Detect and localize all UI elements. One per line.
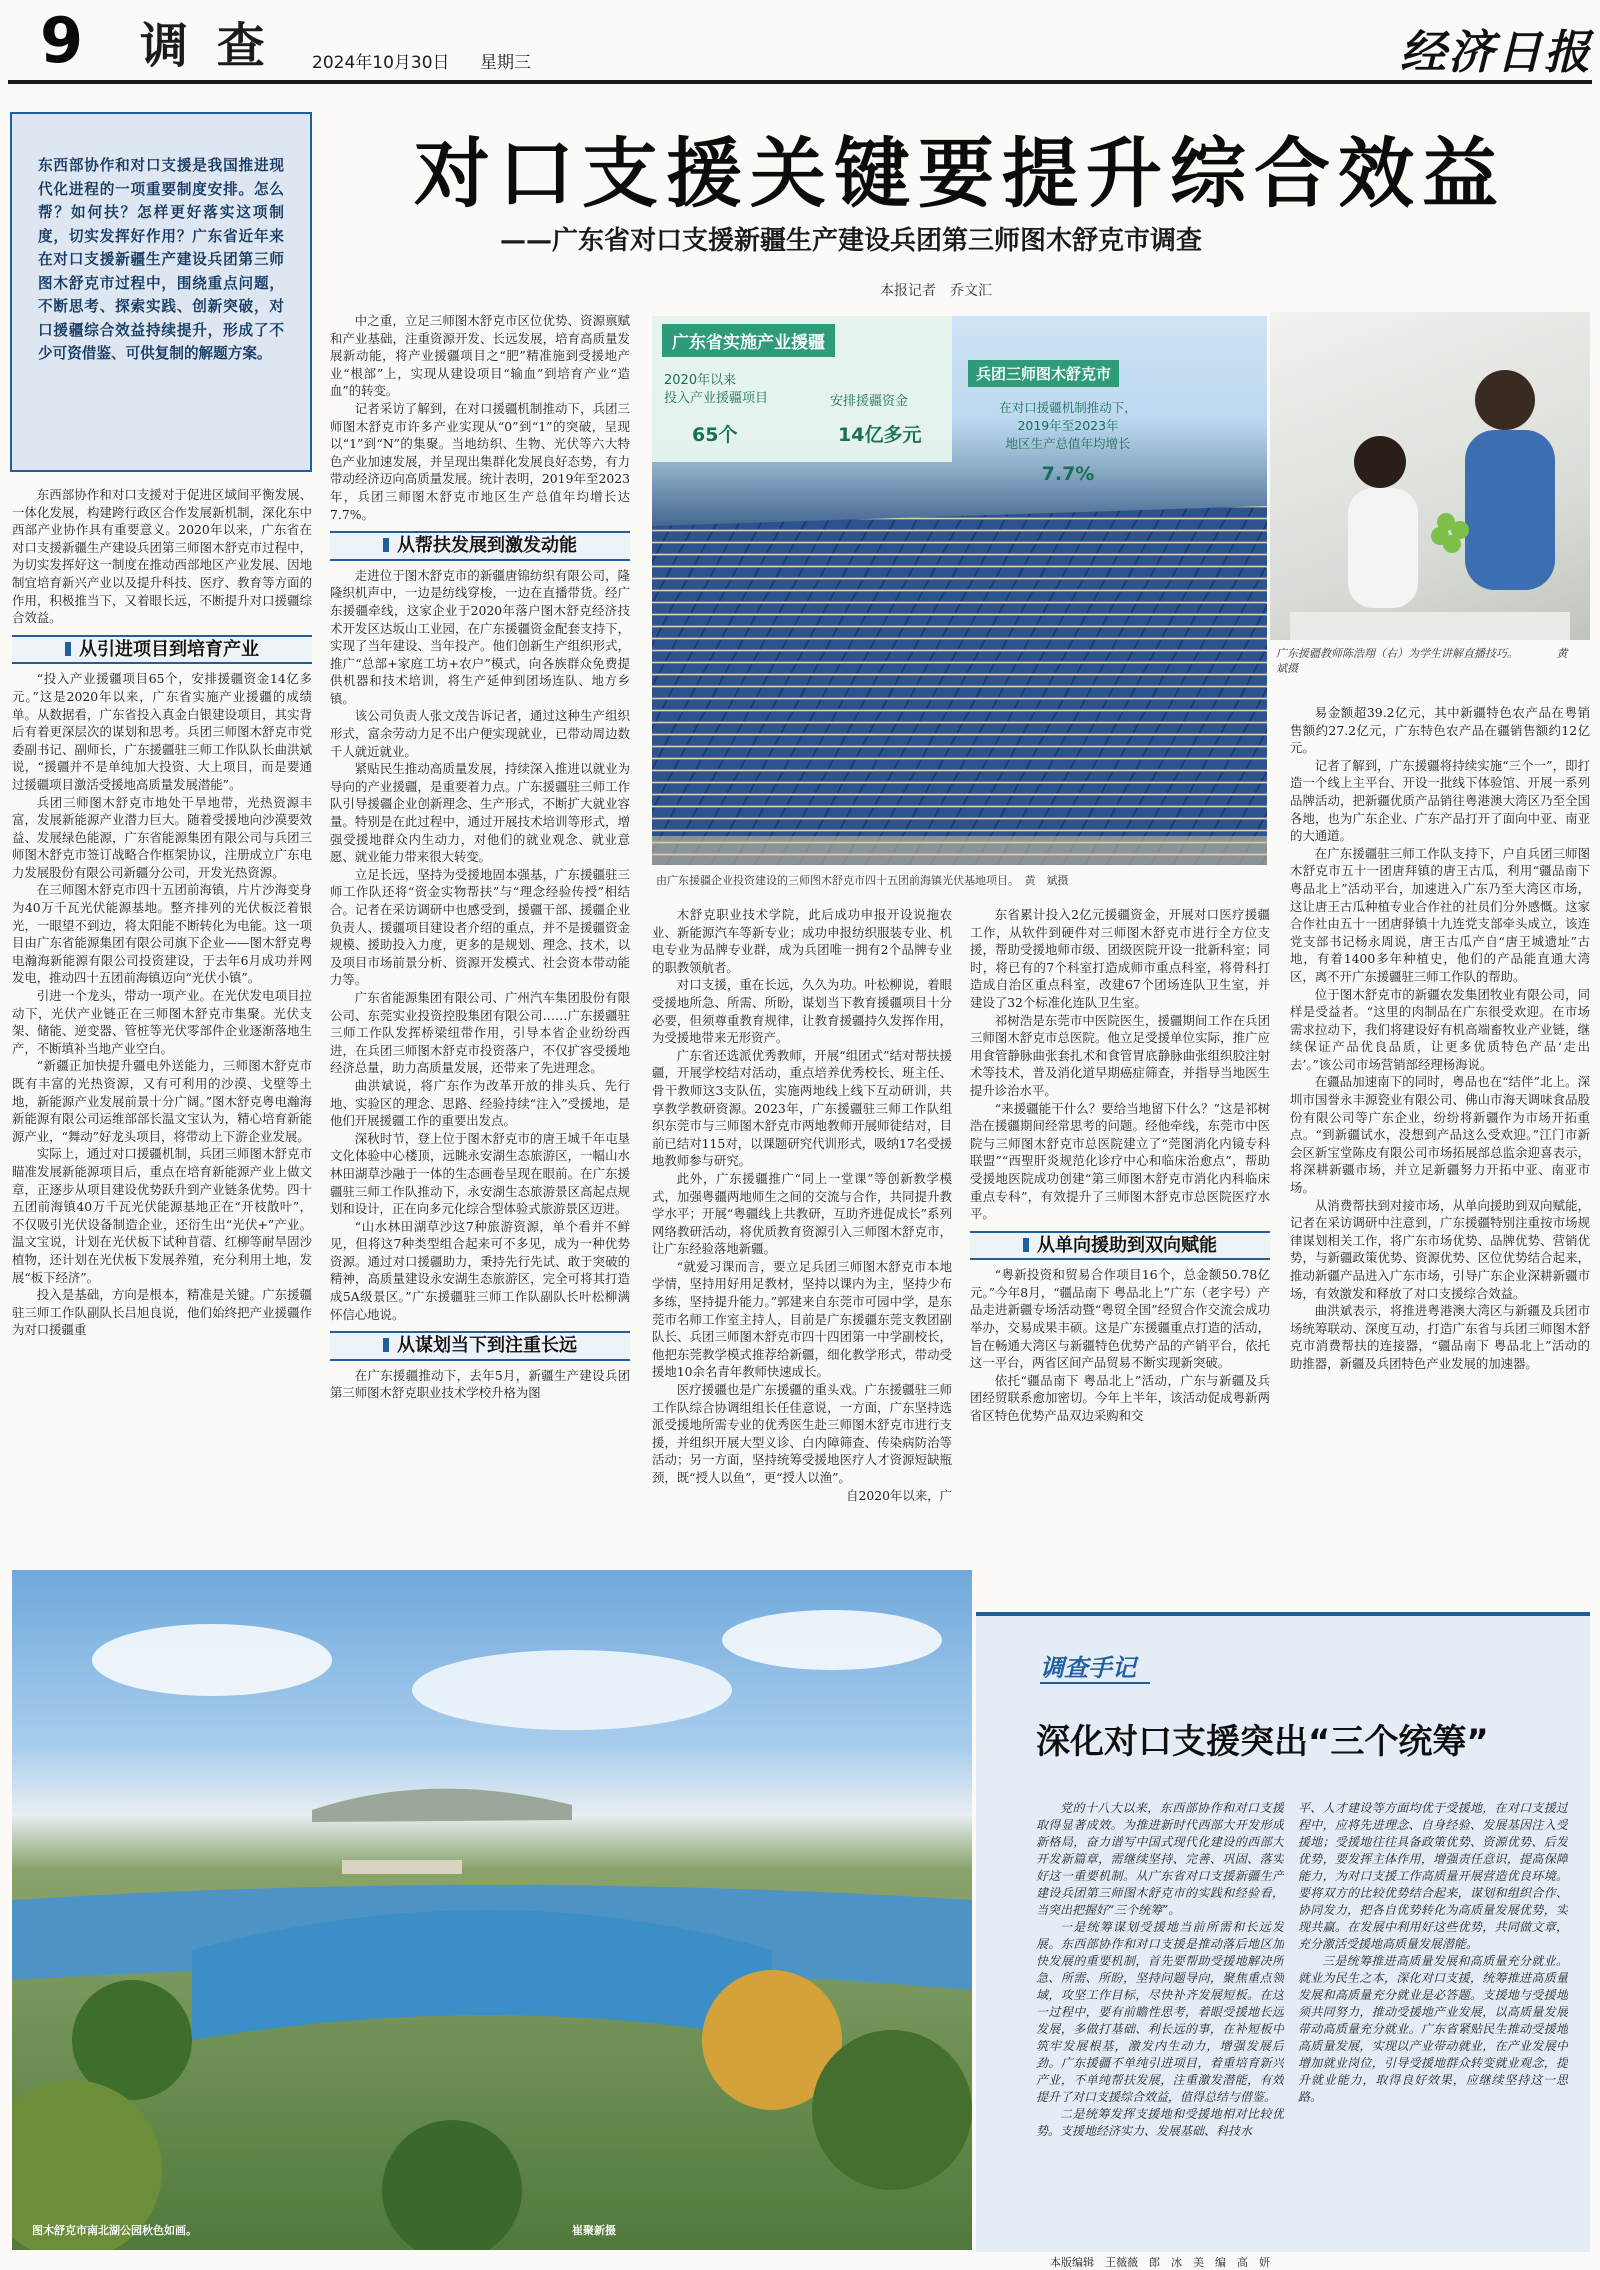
commentary-tag-rule [1040,1682,1150,1684]
issue-date: 2024年10月30日 [312,53,450,73]
issue-weekday: 星期三 [480,53,531,73]
paragraph: “就爱习课而言，要立足兵团三师图木舒克市本地学情，坚持用好用足教材，坚持以课内为主，坚持少布多练，坚持提升能力。”郭建来自东莞市可园中学，是东莞市名师工作室主持人，目前是广东援疆东莞支教团副队长、兵团三师图木舒克市四十四团第一中学副校长，他把东莞教学模式推荐给新疆，细化教学形式，带动受援地10余名青年教师快速成长。 [652,1258,952,1380]
commentary-col-2 [1298,1800,1568,2240]
paragraph: 深秋时节，登上位于图木舒克市的唐王城千年屯垦文化体验中心楼顶，远眺永安湖生态旅游区，一幅山水林田湖草沙融于一体的生态画卷呈现在眼前。在广东援疆驻三师工作队推动下，永安湖生态旅游景区高起点规划和设计，正在向多元化综合型体验式旅游景区迈进。 [330,1130,630,1217]
paragraph: 引进一个龙头，带动一项产业。在光伏发电项目拉动下，光伏产业链正在三师图木舒克市集聚。光伏支架、储能、逆变器、管桩等光伏零部件企业逐渐落地生产，不断填补当地产业空白。 [12,988,312,1056]
solar-photo [652,316,1267,892]
infographic-value: 7.7% [1041,463,1095,485]
solar-photo-caption: 由广东援疆企业投资建设的三师图木舒克市四十五团前海镇光伏基地项目。 黄 斌摄 [652,865,1267,892]
paragraph: “新疆正加快提升疆电外送能力，三师图木舒克市既有丰富的光热资源，又有可利用的沙漠、戈壁等土地，新能源产业发展前景十分广阔。”图木舒克粤电瀚海新能源有限公司运维部部长温文宝认为，精心培育新能源产业，“舞动”好龙头项目，将带动上下游企业发展。 [12,1058,312,1144]
paragraph: 一是统筹谋划受援地当前所需和长远发展。东西部协作和对口支援是推动落后地区加快发展的重要机制，首先要帮助受援地解决所急、所需、所盼，坚持问题导向，聚焦重点领域，攻坚工作目标，尽快补齐发展短板。在这一过程中，要有前瞻性思考，着眼受援地长远发展，多做打基础、利长远的事，在补短板中筑牢发展根基，激发内生动力，增强发展后劲。广东援疆不单纯引进项目，着重培育新兴产业，不单纯帮扶发展，注重激发潜能，有效提升了对口支援综合效益，值得总结与借鉴。 [1036,1920,1284,2104]
teacher-illustration [1270,312,1590,692]
paragraph: 自2020年以来，广 [846,1487,952,1503]
commentary-box [976,1612,1590,2252]
infographic-label: 2020年以来 投入产业援疆项目 [664,373,769,406]
teacher-photo [1270,312,1590,692]
paragraph: “来援疆能干什么？要给当地留下什么？”这是祁树浩在援疆期间经常思考的问题。经他牵线，东莞市中医院与三师图木舒克市总医院建立了“莞图消化内镜专科联盟”“西聖肝炎规范化诊疗中心和临床治愈点”，帮助受援地医院成功创建“第三师图木舒克市消化内科临床重点专科”，有效提升了三师图木舒克市总医院医疗水平。 [970,1100,1270,1222]
header-rule [8,80,1592,84]
paragraph: 兵团三师图木舒克市地处干旱地带，光热资源丰富，发展新能源产业潜力巨大。随着受援地向沙漠要效益、发展绿色能源，广东省能源集团有限公司与兵团三师图木舒克市签订战略合作框架协议，注册成立广东电力发展股份有限公司新疆分公司，开发光热资源。 [12,794,312,880]
paragraph: 记者采访了解到，在对口援疆机制推动下，兵团三师图木舒克市许多产业实现从“0”到“1”的突破，呈现以“1”到“N”的集聚。当地纺织、生物、光伏等六大特色产业加速发展，并呈现出集群化发展良好态势，有力带动经济迈向高质量发展。统计表明，2019年至2023年，兵团三师图木舒克市地区生产总值年均增长达7.7%。 [330,400,630,522]
paragraph: 祁树浩是东莞市中医院医生，援疆期间工作在兵团三师图木舒克市总医院。他立足受援单位实际，推广应用食管静脉曲张套扎术和食管胃底静脉曲张组织胶注射术等技术，普及消化道早期癌症筛查，并指导当地医生提升诊治水平。 [970,1012,1270,1098]
commentary-col-1 [1036,1800,1284,2240]
paragraph: 二是统筹发挥支援地和受援地相对比较优势。支援地经济实力、发展基础、科技水 [1036,2107,1284,2138]
paragraph: 东西部协作和对口支援对于促进区域间平衡发展、一体化发展，构建跨行政区合作发展新机制，深化东中西部产业协作具有重要意义。2020年以来，广东省在对口支援新疆生产建设兵团第三师图木舒克市过程中，为切实发挥好这一制度在推动西部地区产业发展、因地制宜培育新兴产业以及提升科技、医疗、教育等方面的作用，积极推当下，又着眼长远，不断提升对口援疆综合效益。 [12,487,312,626]
paragraph: 东省累计投入2亿元援疆资金，开展对口医疗援疆工作，从软件到硬件对三师图木舒克市进行全方位支援，帮助受援地师市级、团级医院开设一批新科室；同时，将已有的7个科室打造成师市重点科室，将骨科打造成自治区重点科室，改建67个团场连队卫生室，并建设了32个标准化连队卫生室。 [970,907,1270,1010]
paragraph: 在广东援疆推动下，去年5月，新疆生产建设兵团第三师图木舒克职业技术学校升格为图 [330,1367,630,1401]
byline: 本报记者 乔文汇 [880,283,992,299]
infographic-value: 65个 [692,424,738,446]
paragraph: 立足长远，坚持为受援地固本强基，广东援疆驻三师工作队还将“资金实物帮扶”与“理念经验传授”相结合。记者在采访调研中也感受到，援疆干部、援疆企业负责人、援疆项目建设者介绍的重点，并不是援疆资金规模、援助投入力度，更多的是规划、理念、技术，以及项目市场前景分析、资源开发模式、社会资本带动能力等。 [330,866,630,988]
section-heading-2: 从帮扶发展到激发动能 [330,531,630,561]
park-illustration [12,1570,972,2250]
column-5 [1290,704,1590,1604]
lead-box [10,112,312,472]
paragraph: “粤新投资和贸易合作项目16个，总金额50.78亿元。”今年8月，“疆品南下 粤品北上”广东（老字号）产品走进新疆专场活动暨“粤贸全国”经贸合作交流会成功举办，交易成果丰硕。这是广东援疆重点打造的活动，旨在畅通大湾区与新疆特色优势产品的产销平台，依托这一平台，两省区间产品贸易不断实现新突破。 [970,1267,1270,1371]
paragraph: 中之重，立足三师图木舒克市区位优势、资源禀赋和产业基础，注重资源开发、长远发展，培育高质量发展新动能，将产业援疆项目之“肥”精准施到受援地产业“根部”上，实现从建设项目“输血”到培育产业“造血”的转变。 [330,313,630,399]
infographic-value: 14亿多元 [838,424,922,446]
headline-subtitle: ——广东省对口支援新疆生产建设兵团第三师图木舒克市调查 [500,226,1203,256]
paragraph: 位于图木舒克市的新疆农发集团牧业有限公司，同样是受益者。“这里的肉制品在广东很受欢迎。在市场需求拉动下，我们将建设好有机高端畜牧业产业链，继续保证产品优良品质，让更多优质特色产品‘走出去’。”该公司市场营销部经理杨海说。 [1290,986,1590,1072]
footer-editors: 本版编辑 王薇薇 郎 冰 美 编 高 妍 [1050,2256,1270,2269]
teacher-photo-caption: 广东援疆教师陈浩翔（右）为学生讲解直播技巧。 黄 斌摄 [1270,640,1590,692]
paragraph: 易金额超39.2亿元，其中新疆特色农产品在粤销售额约27.2亿元，广东特色农产品在疆销售额约12亿元。 [1290,705,1590,756]
infographic-left [652,316,952,462]
column-3 [652,906,952,1552]
paragraph: 木舒克职业技术学院，此后成功申报开设说拖农业、新能源汽车等新专业；成功申报纺织服装专业、机电专业为品牌专业群，成为兵团唯一拥有2个品牌专业的职教领航者。 [652,907,952,975]
paragraph: 在广东援疆驻三师工作队支持下，户自兵团三师图木舒克市五十一团唐拜镇的唐王古瓜，利用“疆品南下 粤品北上”活动平台，加速进入广东乃至大湾区市场，这让唐王古瓜种植专业合作社的社员们分外感慨。这家合作社由五十一团唐驿镇十九连党支部牵头成立，该连党支部书记杨永周说，唐王古瓜产自“唐王城遗址”古地，有着1400多年种植史，他们的产品能直通大湾区，离不开广东援疆驻三师工作队的帮助。 [1290,845,1590,984]
infographic-right-title: 兵团三师图木舒克市 [968,360,1119,387]
infographic-label: 安排援疆资金 [830,394,909,409]
paragraph: 三是统筹推进高质量发展和高质量充分就业。就业为民生之本，深化对口支援，统筹推进高质量发展和高质量充分就业是必答题。支援地与受援地须共同努力，推动受援地产业发展，以高质量发展带动高质量充分就业。广东省紧贴民生推动受援地高质量发展，实现以产业带动就业，在产业发展中增加就业岗位，引导受援地群众转变就业观念，提升就业能力，取得良好效果，应继续坚持这一思路。 [1298,1954,1568,2104]
park-photo-credit: 崔聚新摄 [572,2224,616,2237]
headline-title: 对口支援关键要提升综合效益 [414,129,1506,218]
infographic-right [968,360,1168,500]
paragraph: 投入是基础，方向是根本，精准是关键。广东援疆驻三师工作队副队长吕旭良说，他们始终把产业援疆作为对口援疆重 [12,1287,312,1338]
column-2 [330,312,630,1552]
paragraph: 实际上，通过对口援疆机制，兵团三师图木舒克市瞄准发展新能源项目后，重点在培育新能源产业上做文章，正逐步从项目建设优势跃升到产业链条优势。四十五团前海镇40万千瓦光伏能源基地正在“开枝散叶”，不仅吸引光伏设备制造企业，还衍生出“光伏+”产业。温文宝说，计划在光伏板下试种苜蓿、红柳等耐旱固沙植物，还计划在光伏板下发展养殖，充分利用土地，发展“板下经济”。 [12,1146,312,1285]
masthead-logo: 经济日报 [1400,25,1592,79]
paragraph: 此外，广东援疆推广“同上一堂课”等创新教学模式，加强粤疆两地师生之间的交流与合作，共同提升教学水平；开展“粤疆线上共教研，互助齐进促成长”系列网络教研活动，将优质教育资源引入三师图木舒克市，让广东经验落地新疆。 [652,1170,952,1257]
paragraph: 广东省能源集团有限公司、广州汽车集团股份有限公司、东莞实业投资控股集团有限公司……广东援疆驻三师工作队发挥桥梁纽带作用，引导本省企业纷纷西进，在兵团三师图木舒克市投资落户，不仅扩容受援地经济总量，助力高质量发展，还带来了先进理念。 [330,989,630,1076]
paragraph: 在三师图木舒克市四十五团前海镇，片片沙海变身为40万千瓦光伏能源基地。整齐排列的光伏板泛着银光，一眼望不到边，将太阳能不断转化为电能。这一项目由广东省能源集团有限公司旗下企业——图木舒克粤电瀚海新能源有限公司投资建设，于去年6月成功并网发电，推动四十五团前海镇迈向“光伏小镇”。 [12,882,312,986]
lead-text: 东西部协作和对口支援是我国推进现代化进程的一项重要制度安排。怎么帮？如何扶？怎样更好落实这项制度，切实发挥好作用？广东省近年来在对口支援新疆生产建设兵团第三师图木舒克市过程中，围绕重点问题，不断思考、探索实践、创新突破，对口援疆综合效益持续提升，形成了不少可资借鉴、可供复制的解题方案。 [38,157,284,362]
paragraph: “投入产业援疆项目65个，安排援疆资金14亿多元。”这是2020年以来，广东省实施产业援疆的成绩单。从数据看，广东省投入真金白银建设项目，其实背后有着更深层次的谋划和思考。兵团三师图木舒克市党委副书记、副师长，广东援疆驻三师工作队队长曲洪斌说，“援疆并不是单纯加大投资、大上项目，而是要通过援疆项目激活受援地高质量发展潜能”。 [12,671,312,792]
commentary-title: 深化对口支援突出“三个统筹” [1036,1722,1489,1762]
paragraph: 紧贴民生推动高质量发展，持续深入推进以就业为导向的产业援疆，是重要着力点。广东援疆驻三师工作队引导援疆企业创新理念、生产形式，不断扩大就业容量。特别是在此过程中，通过开展技术培训等形式，增强受援地群众内生动力，对他们的就业观念、就业意愿、就业能力带来很大转变。 [330,761,630,865]
park-photo [12,1570,972,2250]
paragraph: 医疗援疆也是广东援疆的重头戏。广东援疆驻三师工作队综合协调组组长任佳意说，一方面，广东坚持选派受援地所需专业的优秀医生赴三师图木舒克市进行支援，并组织开展大型义诊、白内障筛查、传染病防治等活动；另一方面，坚持统筹受援地医疗人才资源短缺瓶颈，既“授人以鱼”，更“授人以渔”。 [652,1382,952,1485]
paragraph: 记者了解到，广东援疆将持续实施“三个一”，即打造一个线上主平台、开设一批线下体验馆、开展一系列品牌活动，把新疆优质产品销往粤港澳大湾区乃至全国各地，也为广东企业、广东产品打开了面向中亚、南亚的大通道。 [1290,757,1590,844]
park-photo-caption: 图木舒克市南北湖公园秋色如画。 [32,2224,197,2237]
column-1 [12,486,312,1552]
infographic-label: 在对口援疆机制推动下， 2019年至2023年 地区生产总值年均增长 [999,400,1137,451]
paragraph: 对口支援，重在长远，久久为功。叶松柳说，着眼受援地所急、所需、所盼，谋划当下教育援疆项目十分必要，但须尊重教育规律，让教育援疆持久发挥作用，为受援地带来无形资产。 [652,977,952,1046]
section-name: 调 查 [140,18,271,74]
paragraph: 曲洪斌表示，将推进粤港澳大湾区与新疆及兵团市场统筹联动、深度互动，打造广东省与兵团三师图木舒克市消费帮扶的连接器，“疆品南下 粤品北上”活动的助推器，新疆及兵团特色产业发展的加速器。 [1290,1303,1590,1371]
section-heading-1: 从引进项目到培育产业 [12,635,312,665]
section-heading-3: 从谋划当下到注重长远 [330,1331,630,1361]
paragraph: 走进位于图木舒克市的新疆唐锦纺织有限公司，隆隆织机声中，一边是纺线穿梭，一边在直播带货。经广东援疆牵线，这家企业于2020年落户图木舒克经济技术开发区达坂山工业园，在广东援疆资金配套支持下，实现了当年建设、当年投产。他们创新生产组织形式，推广“总部+家庭工坊+农户”模式，向各族群众免费提供机器和技术培训，将生产延伸到团场连队、地方乡镇。 [330,567,630,706]
paragraph: 在疆品加速南下的同时，粤品也在“结伴”北上。深圳市国誉永丰源瓷业有限公司、佛山市海天调味食品股份有限公司等广东企业，纷纷将新疆作为市场开拓重点。“到新疆试水，没想到产品这么受欢迎。”江门市新会区新宝堂陈皮有限公司市场拓展部总监余迎喜表示，将深耕新疆市场，并立足新疆努力开拓中亚、南亚市场。 [1290,1074,1590,1196]
paragraph: 依托“疆品南下 粤品北上”活动，广东与新疆及兵团经贸联系愈加密切。今年上半年，该活动促成粤新两省区特色优势产品双边采购和交 [970,1372,1270,1424]
paragraph: 党的十八大以来，东西部协作和对口支援取得显著成效。为推进新时代西部大开发形成新格局，奋力谱写中国式现代化建设的西部大开发新篇章，需继续坚持、完善、巩固、落实好这一重要机制。从广东省对口支援新疆生产建设兵团第三师图木舒克市的实践和经验看，当突出把握好“三个统筹”。 [1036,1801,1284,1917]
page-header [0,0,1600,88]
paragraph: 从消费帮扶到对接市场，从单向援助到双向赋能，记者在采访调研中注意到，广东援疆特别注重按市场规律谋划相关工作，将广东市场优势、品牌优势、营销优势，与新疆政策优势、资源优势、区位优势结合起来，推动新疆产品进入广东市场，引导广东企业深耕新疆市场，有效激发和释放了对口支援综合效益。 [1290,1197,1590,1301]
infographic-left-title: 广东省实施产业援疆 [662,324,835,357]
paragraph: “山水林田湖草沙这7种旅游资源，单个看并不鲜见，但将这7种类型组合起来可不多见，成为一种优势资源。通过对口援疆助力，秉持先行先试、敢于突破的精神，高质量建设永安湖生态旅游区，完全可将其打造成5A级景区。”广东援疆驻三师工作队副队长叶松柳满怀信心地说。 [330,1218,630,1322]
column-4 [970,906,1270,1552]
section-heading-4: 从单向援助到双向赋能 [970,1231,1270,1261]
page-number: 9 [40,4,84,77]
commentary-tag: 调查手记 [1040,1653,1136,1682]
paragraph: 曲洪斌说，将广东作为改革开放的排头兵、先行地、实验区的理念、思路、经验持续“注入”受援地，是他们开展援疆工作的重要出发点。 [330,1077,630,1129]
paragraph: 平、人才建设等方面均优于受援地，在对口支援过程中，应将先进理念、自身经验、发展基因注入受援地；受援地往往具备政策优势、资源优势、后发优势，要发挥主体作用，增强责任意识，提高保障能力，为对口支援工作高质量开展营造优良环境。要将双方的比较优势结合起来，谋划和组织合作、协同发力，把各自优势转化为高质量发展优势，实现共赢。在发展中利用好这些优势，共同做文章，充分激活受援地高质量发展潜能。 [1298,1801,1568,1951]
paragraph: 广东省还选派优秀教师，开展“组团式”结对帮扶援疆，开展学校结对活动，重点培养优秀校长、班主任、骨干教师这3支队伍，实施两地线上线下互动研训，共享教学教研资源。2023年，广东援疆驻三师工作队组织东莞市与三师图木舒克市两地教师开展师徒结对，目前已结对115对，以课题研究代训形式，吸纳17名受援地教师参与研究。 [652,1047,952,1169]
paragraph: 该公司负责人张文茂告诉记者，通过这种生产组织形式，富余劳动力足不出户便实现就业，已带动周边数千人就近就业。 [330,708,630,759]
